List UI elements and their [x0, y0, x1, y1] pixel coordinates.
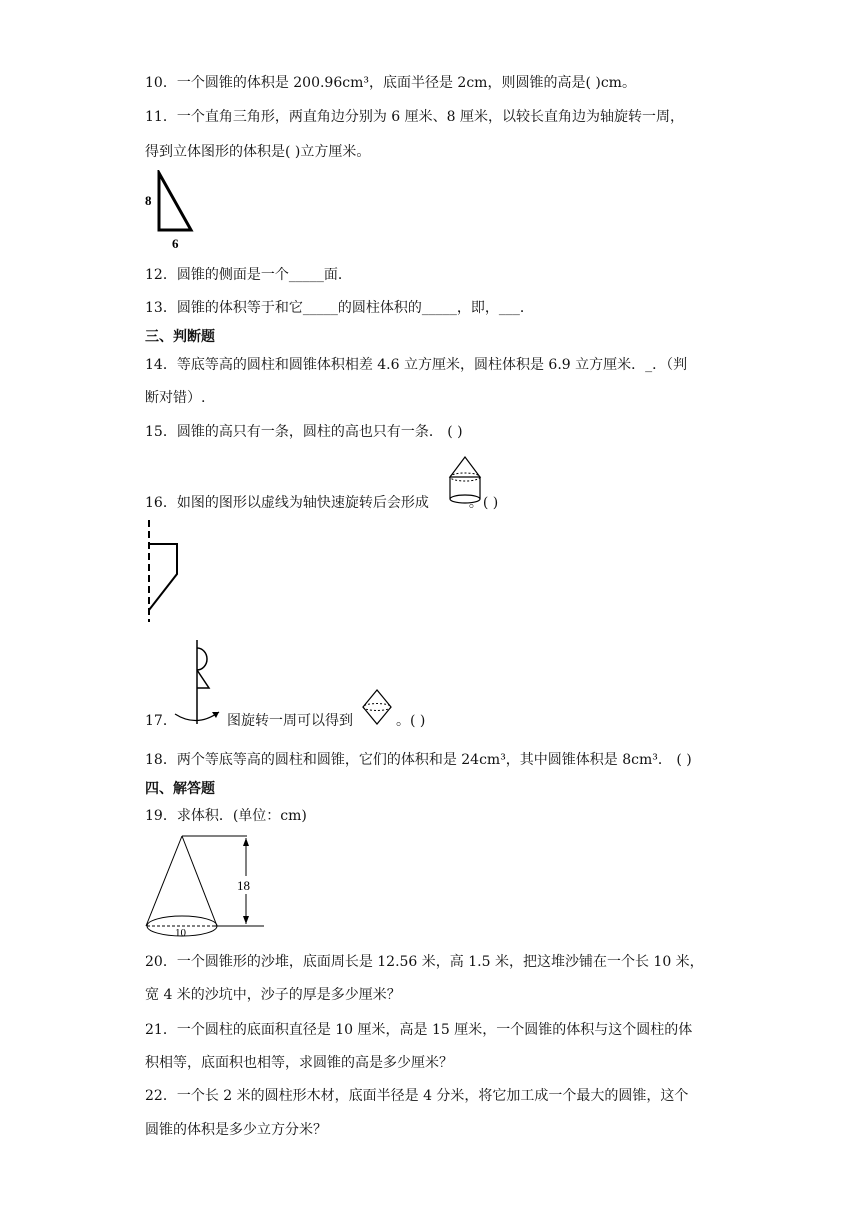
question-17-answer: 。( ) [396, 713, 426, 729]
question-14-line-1: 14．等底等高的圆柱和圆锥体积相差 4.6 立方厘米，圆柱体积是 6.9 立方厘米．_．（判 [145, 357, 688, 373]
question-22-line-1: 22．一个长 2 米的圆柱形木材，底面半径是 4 分米，将它加工成一个最大的圆锥，这个 [145, 1088, 689, 1104]
question-18: 18．两个等底等高的圆柱和圆锥，它们的体积和是 24cm³，其中圆锥体积是 8cm³． ( ) [145, 752, 692, 768]
question-10: 10．一个圆锥的体积是 200.96cm³，底面半径是 2cm，则圆锥的高是( )cm。 [145, 75, 636, 91]
question-17-text: 图旋转一周可以得到 [227, 713, 353, 729]
semicircle-triangle-figure [172, 636, 230, 728]
question-14-line-2: 断对错）. [145, 390, 206, 406]
double-cone-icon [360, 688, 394, 726]
question-19: 19．求体积．(单位：cm) [145, 808, 307, 824]
question-13: 13．圆锥的体积等于和它_____的圆柱体积的_____，即，___． [145, 300, 534, 316]
question-20-line-2: 宽 4 米的沙坑中，沙子的厚是多少厘米？ [145, 987, 401, 1003]
question-21-line-1: 21．一个圆柱的底面积直径是 10 厘米，高是 15 厘米，一个圆锥的体积与这个圆柱的体 [145, 1022, 693, 1038]
cone-dimension-figure [140, 830, 270, 942]
question-12: 12．圆锥的侧面是一个_____面． [145, 267, 352, 283]
triangle-label-6: 6 [172, 236, 179, 251]
cone-on-cylinder-icon [444, 455, 486, 509]
question-16-answer: 。( ) [468, 495, 499, 511]
question-17-prefix: 17． [145, 713, 177, 729]
question-11-line-2: 得到立体图形的体积是( )立方厘米。 [145, 144, 371, 160]
question-15: 15．圆锥的高只有一条，圆柱的高也只有一条． ( ) [145, 424, 463, 440]
question-16-text: 16．如图的图形以虚线为轴快速旋转后会形成 [145, 495, 429, 511]
question-21-line-2: 积相等，底面积也相等，求圆锥的高是多少厘米？ [145, 1055, 453, 1071]
section-4-heading: 四、解答题 [145, 781, 215, 797]
diameter-label: 10 [175, 927, 186, 939]
question-11-line-1: 11．一个直角三角形，两直角边分别为 6 厘米、8 厘米，以较长直角边为轴旋转一周， [145, 109, 684, 125]
right-triangle-figure [140, 170, 210, 252]
question-20-line-1: 20．一个圆锥形的沙堆，底面周长是 12.56 米，高 1.5 米，把这堆沙铺在一个长 10 米， [145, 954, 704, 970]
section-3-heading: 三、判断题 [145, 329, 215, 345]
question-22-line-2: 圆锥的体积是多少立方分米？ [145, 1122, 327, 1138]
height-label: 18 [237, 878, 250, 893]
triangle-label-8: 8 [145, 193, 152, 208]
rotation-shape-figure [140, 518, 185, 624]
